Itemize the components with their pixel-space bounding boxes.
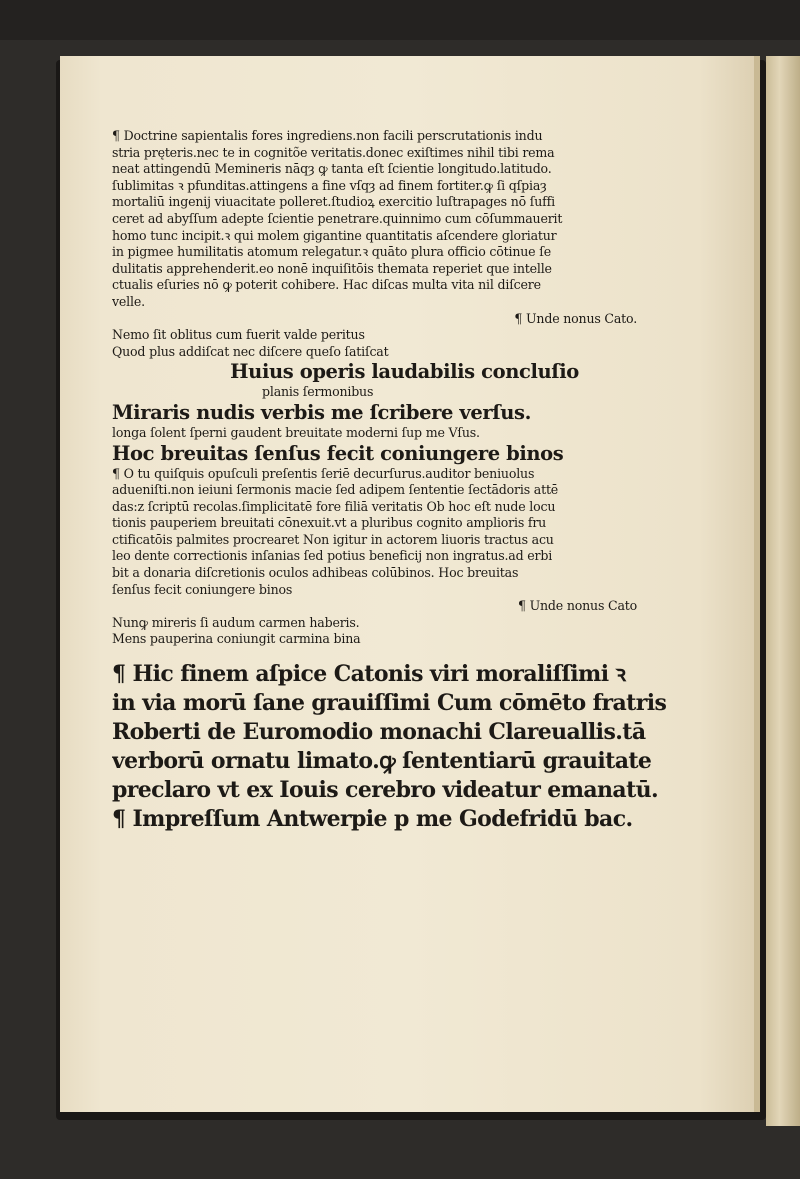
- text-line: homo tunc incipit.ꝛ qui molem gigantine quantitatis aſcendere gloriatur: [112, 227, 557, 243]
- colophon-line: in via morū ſane grauiſſimi Cum cōmēto fratris: [112, 690, 667, 717]
- section-subheading: planis ſermonibus: [262, 384, 374, 400]
- text-line: ¶ Doctrine sapientalis fores ingrediens.non facili perscrutationis indu: [112, 128, 543, 143]
- page-edge-right: [766, 56, 800, 1126]
- text-line: ſenſus fecit coniungere binos: [112, 581, 293, 597]
- text-line: dulitatis apprehenderit.eo nonē inquiſitōis themata reperiet que intelle: [112, 260, 552, 276]
- text-line: ctificatōis palmites procrearet Non igitur in actorem liuoris tractus acu: [112, 531, 554, 547]
- text-line: das:z ſcriptū recolas.ſimplicitatē fore filiā veritatis Ob hoc eſt nude locu: [112, 498, 556, 514]
- text-line: tionis pauperiem breuitati cōnexuit.vt a pluribus cognito amplioris fru: [112, 515, 547, 531]
- text-line: in pigmee humilitatis atomum relegatur.ꝛ quāto plura officio cōtinue ſe: [112, 244, 551, 260]
- colophon-line: preclaro vt ex Iouis cerebro videatur emanatū.: [112, 777, 659, 804]
- section-heading: Huius operis laudabilis concluſio: [230, 360, 579, 384]
- text-line: leo dente correctionis inſanias ſed potius beneficij non ingratus.ad erbi: [112, 548, 553, 564]
- colophon-line: ¶ Impreſſum Antwerpie p me Godefridū bac.: [112, 806, 633, 833]
- text-line-verse: Mens pauperina coniungit carmina bina: [112, 631, 361, 647]
- text-line: bit a donaria diſcretionis oculos adhibeas colūbinos. Hoc breuitas: [112, 565, 519, 581]
- text-line: neat attingendū Memineris nāqȝ ꝙ tanta eſt ſcientie longitudo.latitudo.: [112, 161, 552, 177]
- text-line-attribution: ¶ Unde nonus Cato: [517, 598, 637, 614]
- page-text: [112, 128, 697, 834]
- text-line-verse: Quod plus addiſcat nec diſcere queſo ſatiſcat: [112, 343, 389, 359]
- text-line-attribution: ¶ Unde nonus Cato.: [514, 310, 637, 326]
- text-line: mortaliū ingenij viuacitate polleret.ſtudioꝝ exercitio luſtrapages nō ſuffi: [112, 194, 555, 210]
- colophon-line: Roberti de Euromodio monachi Clareuallis.tā: [112, 719, 646, 746]
- scan-background-top: [0, 0, 800, 40]
- text-line: ¶ O tu quiſquis opuſculi preſentis ſeriē decurſurus.auditor beniuolus: [112, 465, 535, 481]
- text-line: adueniſti.non ieiuni ſermonis macie ſed adipem ſententie ſectādoris attē: [112, 482, 559, 498]
- colophon-line: verborū ornatu limato.ꝙ ſententiarū grauitate: [112, 748, 652, 775]
- text-line-verse: Nunꝙ mireris ſi audum carmen haberis.: [112, 614, 360, 630]
- text-line: stria pręteris.nec te in cognitõe veritatis.donec exiſtimes nihil tibi rema: [112, 144, 555, 160]
- verse-line: longa ſolent ſperni gaudent breuitate moderni ſup me Vſus.: [112, 424, 480, 440]
- text-line: ſublimitas ꝛ pfunditas.attingens a fine vſqȝ ad finem fortiter.ꝙ ſi qſpiaȝ: [112, 177, 547, 193]
- text-line: velle.: [112, 293, 145, 309]
- verse-line-large: Miraris nudis verbis me ſcribere verſus.: [112, 400, 531, 424]
- text-line: ctualis eſuries nō ꝙ poterit cohibere. Hac diſcas multa vita nil diſcere: [112, 277, 541, 293]
- text-line: ceret ad abyſſum adepte ſcientie penetrare.quinnimo cum cōſummauerit: [112, 210, 563, 226]
- text-line-verse: Nemo ſit oblitus cum fuerit valde peritus: [112, 327, 365, 343]
- colophon-line: ¶ Hic finem aſpice Catonis viri moraliſſimi ꝛ: [112, 661, 626, 688]
- verse-line-large: Hoc breuitas ſenſus fecit coniungere binos: [112, 441, 564, 465]
